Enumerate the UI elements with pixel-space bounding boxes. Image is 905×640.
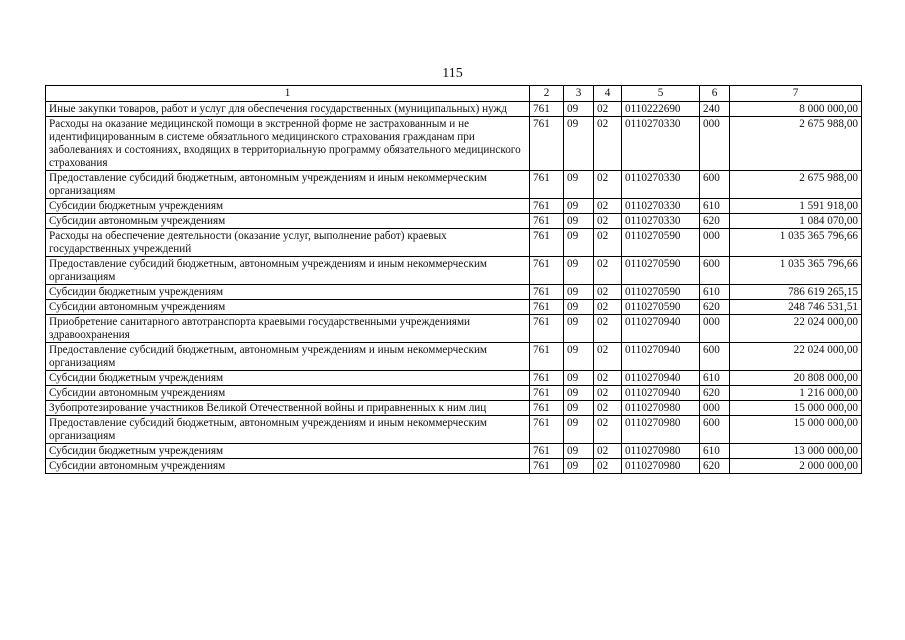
row-name-cell: Субсидии бюджетным учреждениям [46,199,530,214]
row-subsection-cell: 02 [594,459,622,474]
page-number: 115 [442,66,463,81]
row-name-cell: Субсидии автономным учреждениям [46,214,530,229]
row-amount-cell: 786 619 265,15 [730,285,862,300]
row-target-article-cell: 0110270940 [622,315,700,343]
row-target-article-cell: 0110270330 [622,214,700,229]
row-subsection-cell: 02 [594,199,622,214]
row-section-cell: 09 [564,315,594,343]
row-amount-cell: 1 216 000,00 [730,386,862,401]
row-subsection-cell: 02 [594,371,622,386]
row-target-article-cell: 0110270980 [622,444,700,459]
row-subsection-cell: 02 [594,171,622,199]
row-expense-type-cell: 610 [700,444,730,459]
row-amount-cell: 15 000 000,00 [730,401,862,416]
row-name-cell: Субсидии бюджетным учреждениям [46,444,530,459]
row-name-cell: Предоставление субсидий бюджетным, автономным учреждениям и иным некоммерческим организациям [46,257,530,285]
row-section-cell: 09 [564,285,594,300]
row-section-cell: 09 [564,199,594,214]
row-amount-cell: 1 035 365 796,66 [730,229,862,257]
row-section-cell: 09 [564,300,594,315]
row-expense-type-cell: 000 [700,229,730,257]
column-header: 7 [730,86,862,102]
row-amount-cell: 15 000 000,00 [730,416,862,444]
row-subsection-cell: 02 [594,214,622,229]
table-row [46,199,862,214]
row-grbs-cell: 761 [530,343,564,371]
row-amount-cell: 1 084 070,00 [730,214,862,229]
row-expense-type-cell: 240 [700,102,730,117]
row-subsection-cell: 02 [594,285,622,300]
table-row [46,416,862,444]
row-grbs-cell: 761 [530,214,564,229]
row-subsection-cell: 02 [594,444,622,459]
table-row [46,229,862,257]
row-subsection-cell: 02 [594,102,622,117]
row-target-article-cell: 0110270980 [622,459,700,474]
budget-table [45,85,862,474]
header-row [46,86,862,102]
table-row [46,386,862,401]
row-subsection-cell: 02 [594,300,622,315]
table-row [46,214,862,229]
row-expense-type-cell: 600 [700,416,730,444]
row-subsection-cell: 02 [594,386,622,401]
row-target-article-cell: 0110270330 [622,171,700,199]
row-section-cell: 09 [564,171,594,199]
row-name-cell: Приобретение санитарного автотранспорта краевыми государственными учреждениями здравоохранения [46,315,530,343]
row-target-article-cell: 0110270980 [622,401,700,416]
row-name-cell: Предоставление субсидий бюджетным, автономным учреждениям и иным некоммерческим организациям [46,171,530,199]
table-row [46,444,862,459]
row-name-cell: Расходы на оказание медицинской помощи в экстренной форме не застрахованным и не идентифицированным в системе обязатльного медицинского страхования гражданам при заболеваниях и состояниях, входящих в территориальную программу обязательного медицинского страхования [46,117,530,171]
row-target-article-cell: 0110222690 [622,102,700,117]
row-grbs-cell: 761 [530,444,564,459]
row-name-cell: Предоставление субсидий бюджетным, автономным учреждениям и иным некоммерческим организациям [46,416,530,444]
row-target-article-cell: 0110270590 [622,257,700,285]
row-grbs-cell: 761 [530,117,564,171]
row-section-cell: 09 [564,257,594,285]
row-section-cell: 09 [564,459,594,474]
row-expense-type-cell: 620 [700,459,730,474]
row-name-cell: Субсидии автономным учреждениям [46,300,530,315]
table-row [46,401,862,416]
row-expense-type-cell: 000 [700,315,730,343]
row-name-cell: Расходы на обеспечение деятельности (оказание услуг, выполнение работ) краевых государственных учреждений [46,229,530,257]
row-amount-cell: 1 591 918,00 [730,199,862,214]
row-target-article-cell: 0110270590 [622,229,700,257]
table-row [46,285,862,300]
row-grbs-cell: 761 [530,285,564,300]
table-row [46,315,862,343]
row-name-cell: Зубопротезирование участников Великой Отечественной войны и приравненных к ним лиц [46,401,530,416]
row-section-cell: 09 [564,214,594,229]
row-name-cell: Иные закупки товаров, работ и услуг для обеспечения государственных (муниципальных) нужд [46,102,530,117]
row-expense-type-cell: 000 [700,401,730,416]
row-section-cell: 09 [564,416,594,444]
row-target-article-cell: 0110270940 [622,371,700,386]
row-grbs-cell: 761 [530,199,564,214]
table-row [46,257,862,285]
row-grbs-cell: 761 [530,371,564,386]
row-section-cell: 09 [564,386,594,401]
row-grbs-cell: 761 [530,229,564,257]
row-section-cell: 09 [564,444,594,459]
row-subsection-cell: 02 [594,343,622,371]
row-expense-type-cell: 610 [700,371,730,386]
table-row [46,343,862,371]
column-header: 1 [46,86,530,102]
table-row [46,171,862,199]
row-expense-type-cell: 600 [700,171,730,199]
row-subsection-cell: 02 [594,416,622,444]
row-name-cell: Субсидии автономным учреждениям [46,386,530,401]
row-section-cell: 09 [564,102,594,117]
row-amount-cell: 13 000 000,00 [730,444,862,459]
row-grbs-cell: 761 [530,386,564,401]
row-name-cell: Субсидии бюджетным учреждениям [46,285,530,300]
column-header: 4 [594,86,622,102]
row-amount-cell: 2 675 988,00 [730,117,862,171]
row-expense-type-cell: 000 [700,117,730,171]
row-section-cell: 09 [564,343,594,371]
row-expense-type-cell: 620 [700,386,730,401]
row-grbs-cell: 761 [530,315,564,343]
row-amount-cell: 22 024 000,00 [730,343,862,371]
row-expense-type-cell: 620 [700,300,730,315]
table-row [46,459,862,474]
row-target-article-cell: 0110270940 [622,343,700,371]
row-grbs-cell: 761 [530,102,564,117]
row-amount-cell: 8 000 000,00 [730,102,862,117]
row-grbs-cell: 761 [530,401,564,416]
column-header: 2 [530,86,564,102]
table-row [46,371,862,386]
row-target-article-cell: 0110270330 [622,117,700,171]
row-amount-cell: 20 808 000,00 [730,371,862,386]
row-subsection-cell: 02 [594,401,622,416]
row-section-cell: 09 [564,229,594,257]
table-row [46,300,862,315]
row-target-article-cell: 0110270940 [622,386,700,401]
row-expense-type-cell: 610 [700,199,730,214]
row-name-cell: Субсидии автономным учреждениям [46,459,530,474]
row-amount-cell: 248 746 531,51 [730,300,862,315]
row-grbs-cell: 761 [530,459,564,474]
row-subsection-cell: 02 [594,315,622,343]
row-grbs-cell: 761 [530,257,564,285]
column-header: 5 [622,86,700,102]
table-row [46,117,862,171]
row-target-article-cell: 0110270980 [622,416,700,444]
row-target-article-cell: 0110270590 [622,300,700,315]
row-name-cell: Субсидии бюджетным учреждениям [46,371,530,386]
row-subsection-cell: 02 [594,257,622,285]
column-header: 3 [564,86,594,102]
row-expense-type-cell: 600 [700,343,730,371]
row-amount-cell: 22 024 000,00 [730,315,862,343]
row-subsection-cell: 02 [594,117,622,171]
row-name-cell: Предоставление субсидий бюджетным, автономным учреждениям и иным некоммерческим организациям [46,343,530,371]
row-amount-cell: 1 035 365 796,66 [730,257,862,285]
table-row [46,102,862,117]
row-amount-cell: 2 675 988,00 [730,171,862,199]
row-section-cell: 09 [564,117,594,171]
row-section-cell: 09 [564,371,594,386]
row-expense-type-cell: 610 [700,285,730,300]
row-grbs-cell: 761 [530,171,564,199]
row-expense-type-cell: 620 [700,214,730,229]
row-expense-type-cell: 600 [700,257,730,285]
row-target-article-cell: 0110270590 [622,285,700,300]
row-grbs-cell: 761 [530,300,564,315]
row-grbs-cell: 761 [530,416,564,444]
row-amount-cell: 2 000 000,00 [730,459,862,474]
row-subsection-cell: 02 [594,229,622,257]
row-target-article-cell: 0110270330 [622,199,700,214]
column-header: 6 [700,86,730,102]
row-section-cell: 09 [564,401,594,416]
